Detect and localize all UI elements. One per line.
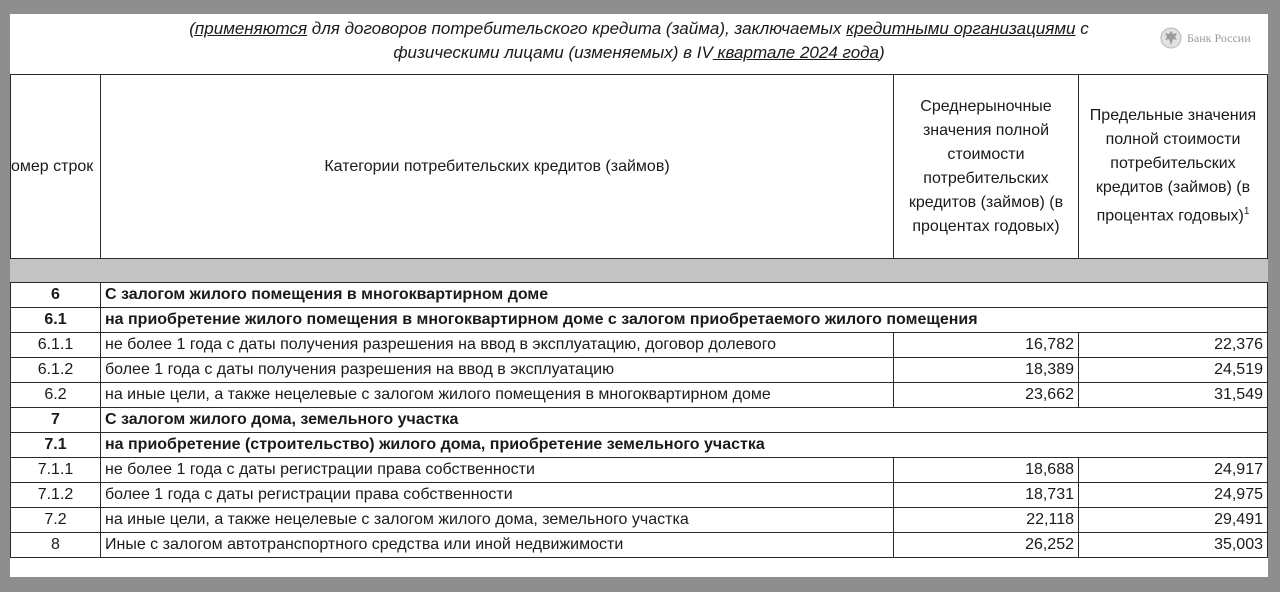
limit-value: 24,519: [1079, 358, 1268, 383]
title-line-2: [10, 41, 1268, 65]
avg-market-value: 26,252: [894, 533, 1079, 558]
row-category: С залогом жилого помещения в многоквартирном доме: [101, 283, 894, 308]
title-segment: (применяются: [189, 19, 308, 38]
table-section-row: [11, 308, 1268, 333]
row-category: на иные цели, а также нецелевые с залогом жилого помещения в многоквартирном доме: [101, 383, 894, 408]
row-number: 8: [11, 533, 101, 558]
row-number: 7.1: [11, 433, 101, 458]
row-number: 7: [11, 408, 101, 433]
separator-row: [11, 259, 1268, 283]
table-row: [11, 483, 1268, 508]
header-avg-market: Среднерыночные значения полной стоимости потребительских кредитов (займов) (в процентах годовых): [894, 75, 1079, 259]
table-section-row: [11, 433, 1268, 458]
row-number: 6.2: [11, 383, 101, 408]
title-segment: ): [879, 43, 885, 62]
header-limit: [1079, 75, 1268, 259]
title-segment: квартале 2024 года: [712, 43, 879, 62]
title-segment: для договоров потребительского кредита (займа), заключаемых: [307, 19, 847, 38]
title-segment: кредитными организациями: [846, 19, 1076, 38]
header-category: Категории потребительских кредитов (займов): [101, 75, 894, 259]
avg-market-value: 18,731: [894, 483, 1079, 508]
avg-market-value: 22,118: [894, 508, 1079, 533]
row-category: не более 1 года с даты получения разрешения на ввод в эксплуатацию, договор долевого: [101, 333, 894, 358]
table-row: [11, 358, 1268, 383]
row-number: 7.1.1: [11, 458, 101, 483]
table-header-row: [11, 75, 1268, 259]
row-number: 6: [11, 283, 101, 308]
table-row: [11, 383, 1268, 408]
avg-market-value: 18,389: [894, 358, 1079, 383]
row-category: Иные с залогом автотранспортного средства или иной недвижимости: [101, 533, 894, 558]
row-category: более 1 года с даты получения разрешения на ввод в эксплуатацию: [101, 358, 894, 383]
header-row-number: омер строк: [11, 75, 101, 259]
row-number: 7.2: [11, 508, 101, 533]
document-title: [10, 14, 1268, 74]
table-row: [11, 533, 1268, 558]
limit-value: 24,917: [1079, 458, 1268, 483]
table-section-row: [11, 283, 1268, 308]
row-category: на иные цели, а также нецелевые с залогом жилого дома, земельного участка: [101, 508, 894, 533]
bank-name: Банк России: [1187, 30, 1251, 45]
row-category: на приобретение (строительство) жилого дома, приобретение земельного участка: [101, 433, 894, 458]
table-section-row: [11, 408, 1268, 433]
empty-cell: [894, 283, 1268, 308]
document-page: [10, 14, 1268, 577]
table-row: [11, 333, 1268, 358]
row-category: более 1 года с даты регистрации права собственности: [101, 483, 894, 508]
row-category: С залогом жилого дома, земельного участка: [101, 408, 894, 433]
bank-logo: [1160, 27, 1251, 49]
row-number: 6.1: [11, 308, 101, 333]
empty-cell: [894, 408, 1268, 433]
limit-value: 35,003: [1079, 533, 1268, 558]
title-segment: с: [1075, 19, 1089, 38]
avg-market-value: 16,782: [894, 333, 1079, 358]
title-segment: физическими лицами (изменяемых) в IV: [393, 43, 713, 62]
header-limit-text: Предельные значения полной стоимости потребительских кредитов (займов) (в процентах годовых): [1089, 107, 1257, 225]
bank-of-russia-eagle-icon: [1160, 27, 1182, 49]
row-category: не более 1 года с даты регистрации права собственности: [101, 458, 894, 483]
avg-market-value: 23,662: [894, 383, 1079, 408]
title-line-1: [10, 17, 1268, 41]
footnote-marker: 1: [1243, 206, 1250, 218]
row-number: 6.1.2: [11, 358, 101, 383]
limit-value: 24,975: [1079, 483, 1268, 508]
empty-cell: [894, 433, 1268, 458]
avg-market-value: 18,688: [894, 458, 1079, 483]
rates-table: [10, 74, 1268, 558]
limit-value: 29,491: [1079, 508, 1268, 533]
limit-value: 22,376: [1079, 333, 1268, 358]
row-category: на приобретение жилого помещения в многоквартирном доме с залогом приобретаемого жилого помещения: [101, 308, 894, 333]
row-number: 7.1.2: [11, 483, 101, 508]
table-row: [11, 508, 1268, 533]
table-row: [11, 458, 1268, 483]
row-number: 6.1.1: [11, 333, 101, 358]
limit-value: 31,549: [1079, 383, 1268, 408]
